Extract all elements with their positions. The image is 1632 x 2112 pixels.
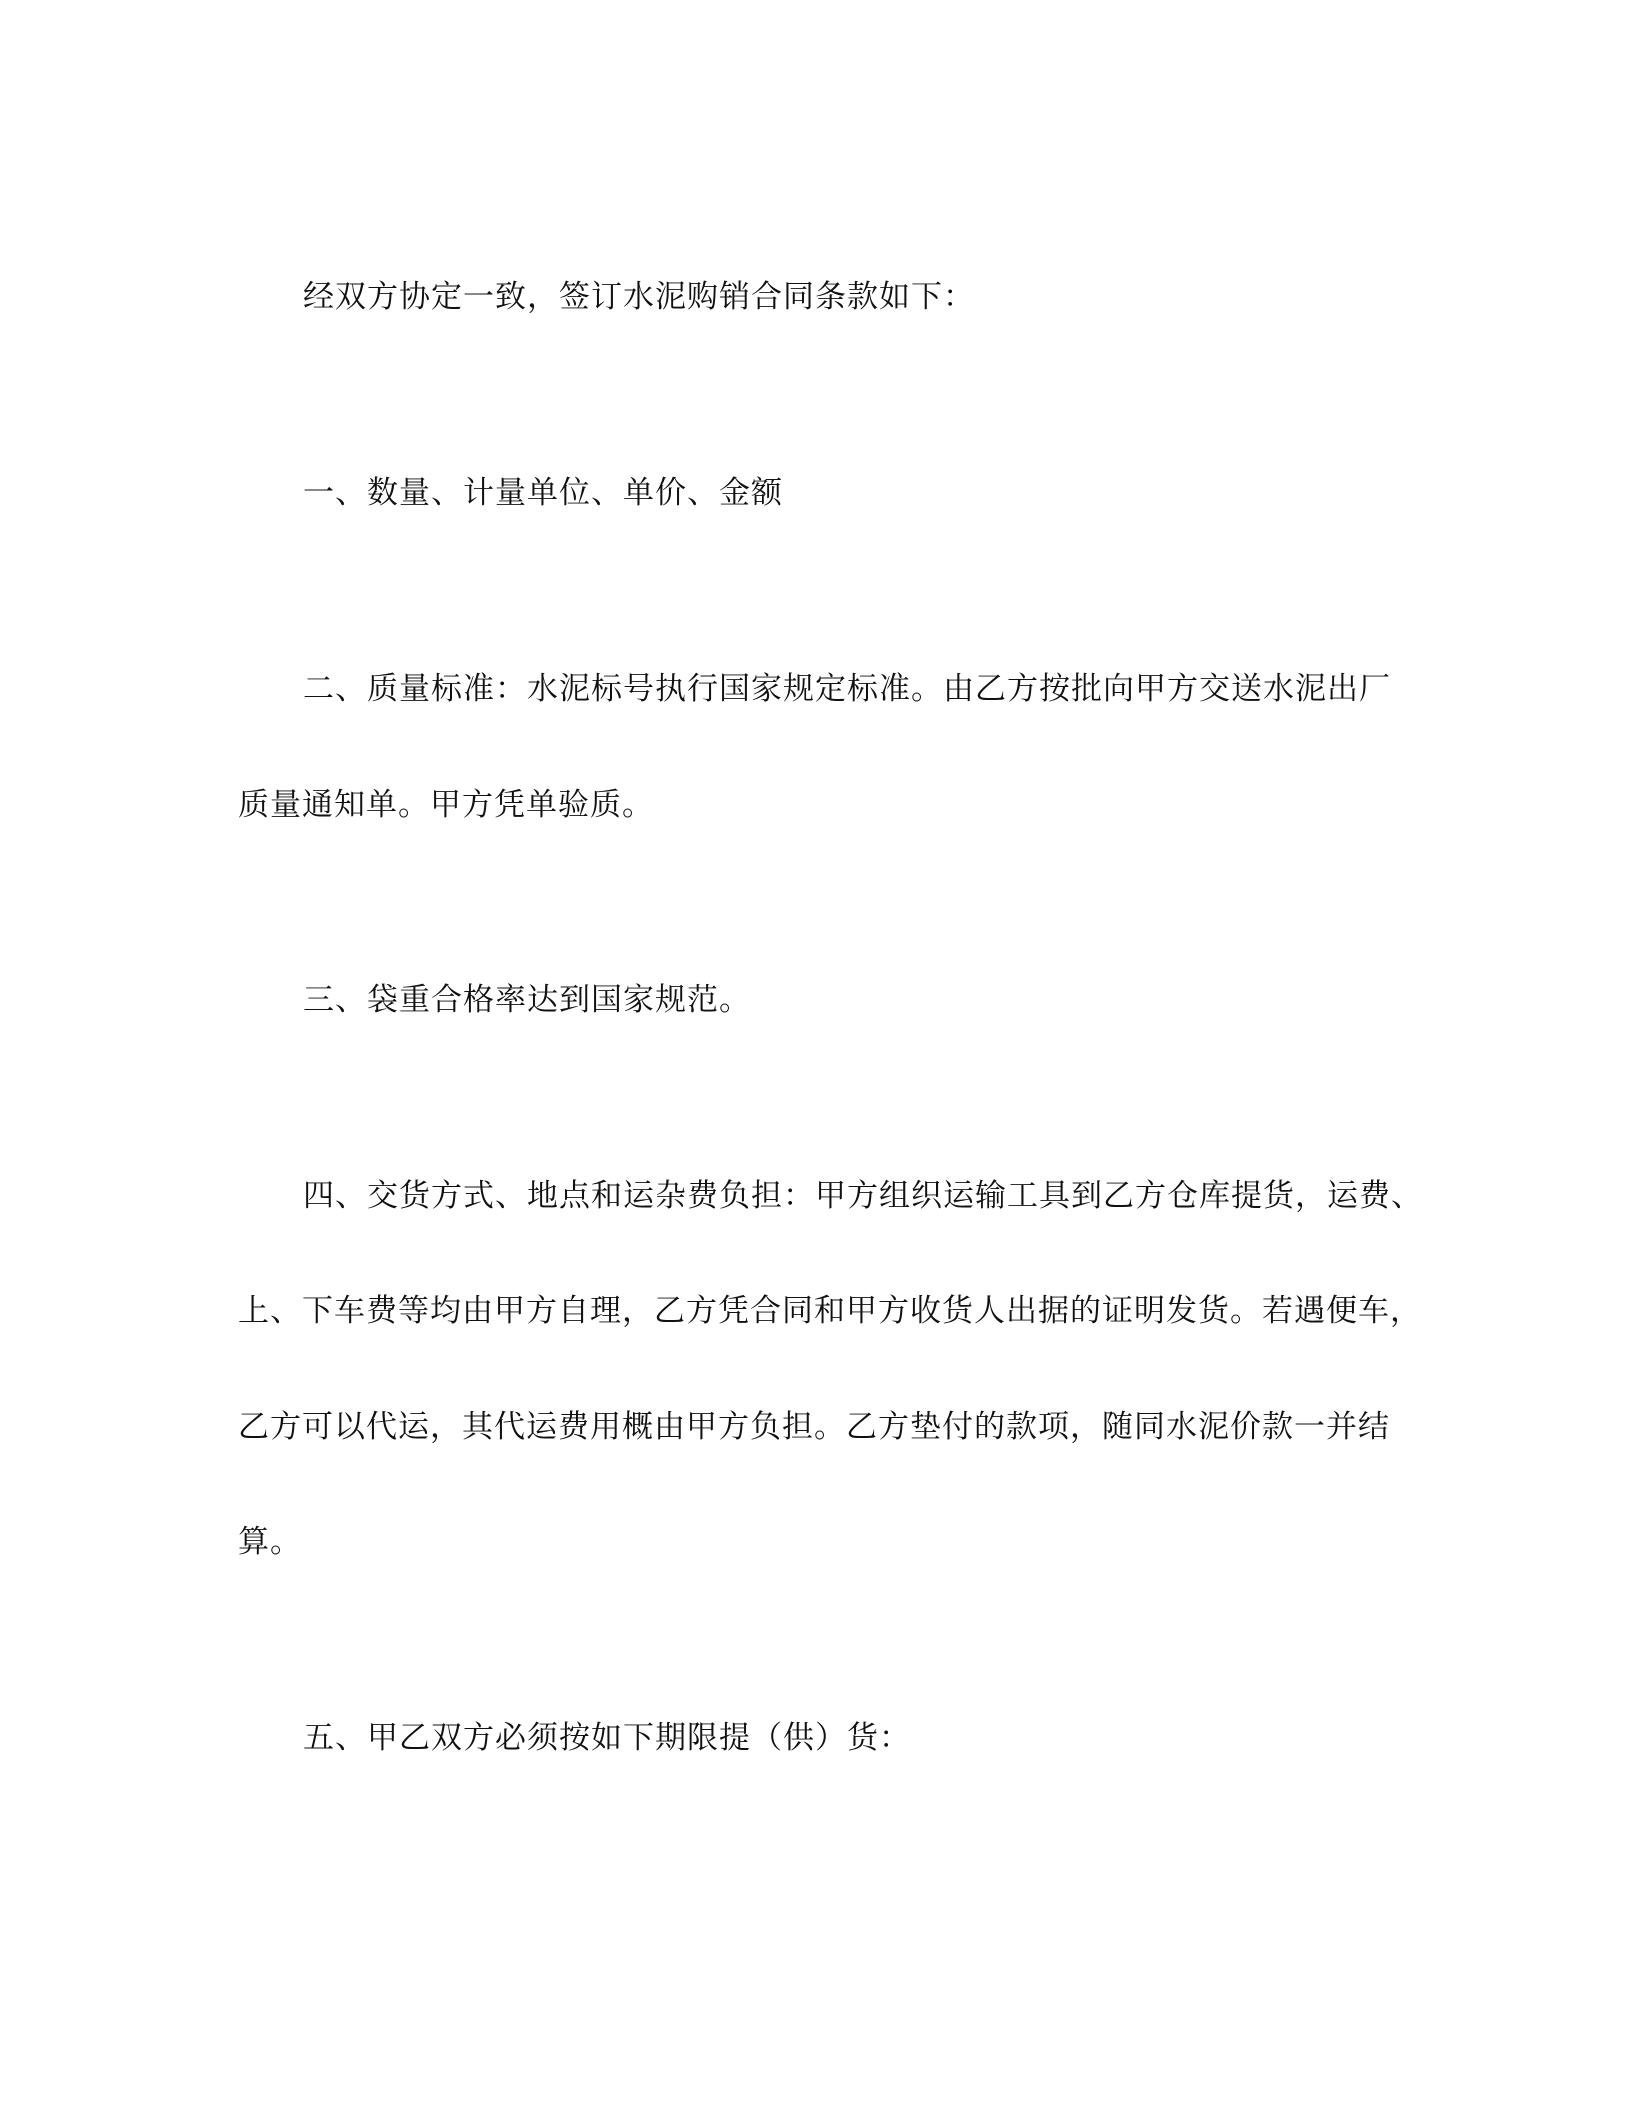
intro-paragraph: 经双方协定一致，签订水泥购销合同条款如下： [303, 279, 975, 315]
clause-4-line-1: 四、交货方式、地点和运杂费负担：甲方组织运输工具到乙方仓库提货，运费、 [303, 1178, 1423, 1214]
clause-1-heading: 一、数量、计量单位、单价、金额 [303, 475, 783, 511]
clause-4-line-2: 上、下车费等均由甲方自理，乙方凭合同和甲方收货人出据的证明发货。若遇便车， [238, 1293, 1422, 1329]
clause-3-paragraph: 三、袋重合格率达到国家规范。 [303, 982, 751, 1018]
clause-4-line-3: 乙方可以代运，其代运费用概由甲方负担。乙方垫付的款项，随同水泥价款一并结 [238, 1409, 1390, 1445]
clause-4-line-4: 算。 [238, 1524, 302, 1560]
clause-5-paragraph: 五、甲乙双方必须按如下期限提（供）货： [303, 1720, 911, 1756]
clause-2-line-2: 质量通知单。甲方凭单验质。 [238, 787, 654, 823]
clause-2-line-1: 二、质量标准：水泥标号执行国家规定标准。由乙方按批向甲方交送水泥出厂 [303, 671, 1391, 707]
